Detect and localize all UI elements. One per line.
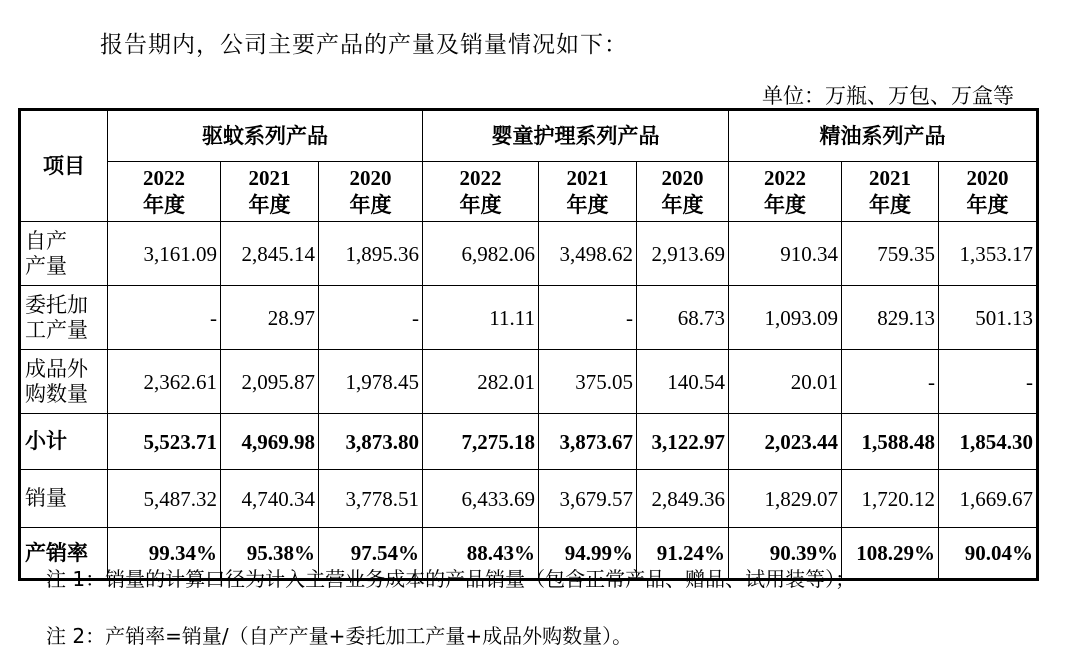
table-cell: 95.38% [221, 528, 319, 580]
table-cell: 6,433.69 [423, 470, 539, 528]
table-cell: 282.01 [423, 350, 539, 414]
table-cell: 90.04% [939, 528, 1038, 580]
table-cell: 1,854.30 [939, 414, 1038, 470]
table-row [20, 286, 1038, 350]
note-2: 注 2：产销率=销量/（自产产量+委托加工产量+成品外购数量）。 [46, 624, 633, 648]
row-label [20, 350, 108, 414]
table-cell: 20.01 [729, 350, 842, 414]
year-header: 2022 年度 [729, 162, 842, 222]
group-header-row [20, 110, 1038, 162]
table-cell: 2,913.69 [637, 222, 729, 286]
table-cell: 375.05 [539, 350, 637, 414]
table-cell: - [108, 286, 221, 350]
table-cell: 1,895.36 [319, 222, 423, 286]
table-row [20, 470, 1038, 528]
row-label [20, 414, 108, 470]
item-header: 项目 [20, 110, 108, 222]
row-label-line: 购数量 [25, 381, 88, 406]
table-cell: 68.73 [637, 286, 729, 350]
row-label-line: 小计 [25, 429, 67, 453]
table-cell: - [939, 350, 1038, 414]
table-cell: 94.99% [539, 528, 637, 580]
production-sales-table-wrapper [18, 108, 1039, 581]
row-label-line: 委托加 [25, 292, 88, 317]
row-label [20, 470, 108, 528]
table-cell: 2,362.61 [108, 350, 221, 414]
table-cell: 2,845.14 [221, 222, 319, 286]
table-cell: 829.13 [842, 286, 939, 350]
table-cell: 1,978.45 [319, 350, 423, 414]
year-header: 2020 年度 [319, 162, 423, 222]
year-header-row [20, 162, 1038, 222]
row-label [20, 286, 108, 350]
table-cell: 2,849.36 [637, 470, 729, 528]
table-row [20, 222, 1038, 286]
row-label-line: 产量 [25, 253, 67, 278]
table-cell: 910.34 [729, 222, 842, 286]
table-row [20, 350, 1038, 414]
table-row [20, 414, 1038, 470]
table-cell: 501.13 [939, 286, 1038, 350]
table-cell: 99.34% [108, 528, 221, 580]
table-cell: 2,023.44 [729, 414, 842, 470]
row-label-line: 工产量 [25, 317, 88, 342]
table-cell: 140.54 [637, 350, 729, 414]
table-cell: 3,122.97 [637, 414, 729, 470]
table-cell: 2,095.87 [221, 350, 319, 414]
table-cell: 759.35 [842, 222, 939, 286]
table-cell: - [842, 350, 939, 414]
year-header: 2022 年度 [108, 162, 221, 222]
row-label-line: 自产 [25, 228, 67, 253]
group-header-mosquito: 驱蚊系列产品 [108, 110, 423, 162]
table-cell: 97.54% [319, 528, 423, 580]
table-cell: 91.24% [637, 528, 729, 580]
row-label-line: 销量 [25, 486, 67, 510]
group-header-essential-oil: 精油系列产品 [729, 110, 1038, 162]
table-cell: 1,720.12 [842, 470, 939, 528]
table-cell: 90.39% [729, 528, 842, 580]
table-cell: 3,161.09 [108, 222, 221, 286]
row-label-line: 成品外 [25, 356, 88, 381]
table-cell: 1,353.17 [939, 222, 1038, 286]
table-cell: 3,873.80 [319, 414, 423, 470]
table-cell: 88.43% [423, 528, 539, 580]
table-cell: 3,498.62 [539, 222, 637, 286]
year-header: 2020 年度 [939, 162, 1038, 222]
group-header-baby-care: 婴童护理系列产品 [423, 110, 729, 162]
table-cell: 3,873.67 [539, 414, 637, 470]
table-cell: 6,982.06 [423, 222, 539, 286]
table-cell: 1,093.09 [729, 286, 842, 350]
intro-text: 报告期内，公司主要产品的产量及销量情况如下： [100, 32, 628, 58]
table-cell: 4,740.34 [221, 470, 319, 528]
row-label [20, 222, 108, 286]
table-cell: 3,679.57 [539, 470, 637, 528]
table-cell: - [539, 286, 637, 350]
table-cell: 5,487.32 [108, 470, 221, 528]
note-1: 注 1：销量的计算口径为计入主营业务成本的产品销量（包含正常产品、赠品、试用装等）； [46, 567, 856, 591]
table-cell: 1,588.48 [842, 414, 939, 470]
table-cell: 108.29% [842, 528, 939, 580]
year-header: 2021 年度 [539, 162, 637, 222]
table-cell: 11.11 [423, 286, 539, 350]
table-cell: 4,969.98 [221, 414, 319, 470]
table-cell: 28.97 [221, 286, 319, 350]
table-cell: 1,829.07 [729, 470, 842, 528]
year-header: 2021 年度 [842, 162, 939, 222]
year-header: 2022 年度 [423, 162, 539, 222]
unit-label: 单位：万瓶、万包、万盒等 [762, 84, 1014, 108]
year-header: 2020 年度 [637, 162, 729, 222]
production-sales-table [18, 108, 1039, 581]
table-cell: 5,523.71 [108, 414, 221, 470]
row-label-line: 产销率 [25, 540, 88, 565]
table-cell: 3,778.51 [319, 470, 423, 528]
year-header: 2021 年度 [221, 162, 319, 222]
table-cell: 7,275.18 [423, 414, 539, 470]
table-cell: - [319, 286, 423, 350]
table-cell: 1,669.67 [939, 470, 1038, 528]
